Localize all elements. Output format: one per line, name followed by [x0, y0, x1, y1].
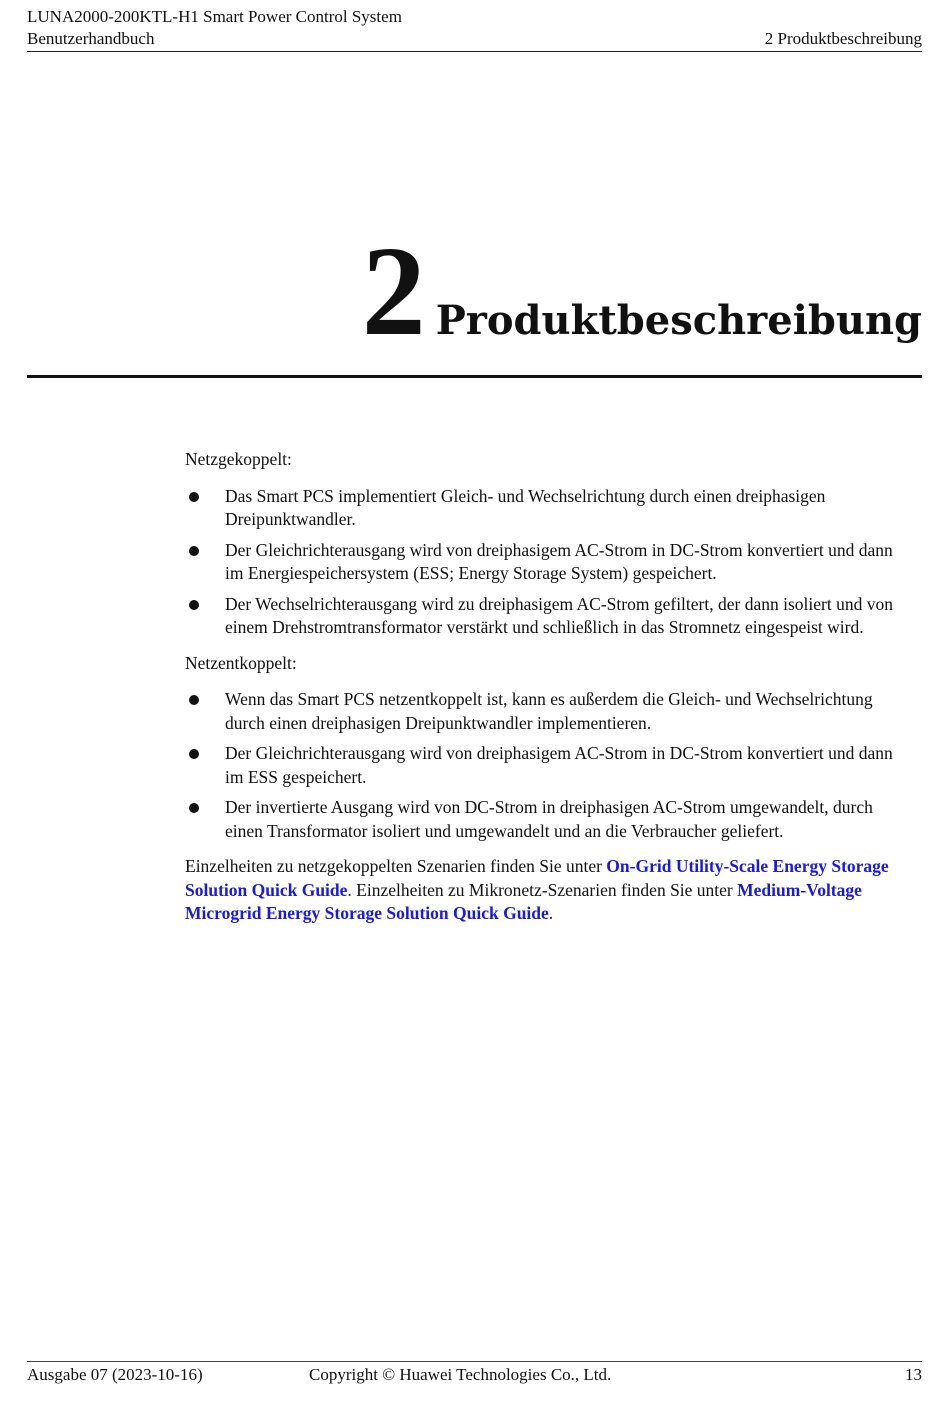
microgrid-quick-guide-link[interactable]: Medium-Voltage Microgrid Energy Storage Solution Quick Guide	[185, 879, 862, 923]
grid-connected-heading: Netzgekoppelt:	[185, 449, 292, 469]
chapter-heading	[27, 220, 922, 378]
bullet-icon	[189, 600, 199, 610]
list-item-text: Der Wechselrichterausgang wird zu dreiphasigem AC-Strom gefiltert, der dann isoliert und von einem Drehstromtransformator verstärkt und schließlich in das Stromnetz eingespeist wird.	[225, 593, 893, 637]
bullet-icon	[189, 695, 199, 705]
list-item	[185, 688, 910, 735]
bullet-icon	[189, 803, 199, 813]
chapter-number: 2	[361, 220, 426, 362]
page-header	[27, 6, 922, 52]
grid-connected-list	[185, 485, 910, 640]
chapter-heading-inner	[361, 220, 922, 362]
on-grid-quick-guide-link[interactable]: On-Grid Utility-Scale Energy Storage Solution Quick Guide	[185, 856, 889, 900]
list-item	[185, 593, 910, 640]
list-item-text: Wenn das Smart PCS netzentkoppelt ist, kann es außerdem die Gleich- und Wechselrichtung durch einen dreiphasigen Dreipunktwandler implementieren.	[225, 689, 873, 733]
list-item	[185, 485, 910, 532]
list-item	[185, 742, 910, 789]
references-text-1: Einzelheiten zu netzgekoppelten Szenarien finden Sie unter	[185, 856, 607, 876]
list-item-text: Der invertierte Ausgang wird von DC-Strom in dreiphasigen AC-Strom umgewandelt, durch einen Transformator isoliert und umgewandelt und an die Verbraucher geliefert.	[225, 797, 873, 841]
header-product-name: LUNA2000-200KTL-H1 Smart Power Control System	[27, 7, 402, 26]
references-text-2: . Einzelheiten zu Mikronetz-Szenarien finden Sie unter	[347, 879, 738, 900]
bullet-icon	[189, 749, 199, 759]
footer-issue: Ausgabe 07 (2023-10-16)	[27, 1365, 203, 1384]
list-item-text: Der Gleichrichterausgang wird von dreiphasigem AC-Strom in DC-Strom konvertiert und dann im ESS gespeichert.	[225, 743, 893, 787]
off-grid-heading: Netzentkoppelt:	[185, 652, 297, 673]
header-left	[27, 6, 402, 50]
list-item-text: Der Gleichrichterausgang wird von dreiphasigem AC-Strom in DC-Strom konvertiert und dann im Energiespeichersystem (ESS; Energy Storage System) gespeichert.	[225, 539, 893, 583]
chapter-title: Produktbeschreibung	[435, 297, 922, 344]
header-section: 2 Produktbeschreibung	[764, 29, 922, 48]
page-footer	[27, 1361, 922, 1384]
off-grid-list	[185, 688, 910, 843]
bullet-icon	[189, 492, 199, 502]
list-item	[185, 796, 910, 843]
list-item-text: Das Smart PCS implementiert Gleich- und Wechselrichtung durch einen dreiphasigen Dreipunktwandler.	[225, 485, 826, 529]
header-doc-type: Benutzerhandbuch	[27, 29, 155, 48]
bullet-icon	[189, 546, 199, 556]
list-item	[185, 539, 910, 586]
references-paragraph	[185, 855, 910, 926]
footer-page-number: 13	[905, 1365, 922, 1384]
references-text-3: .	[548, 903, 554, 923]
footer-copyright: Copyright © Huawei Technologies Co., Ltd.	[309, 1365, 612, 1384]
main-content	[185, 448, 910, 939]
